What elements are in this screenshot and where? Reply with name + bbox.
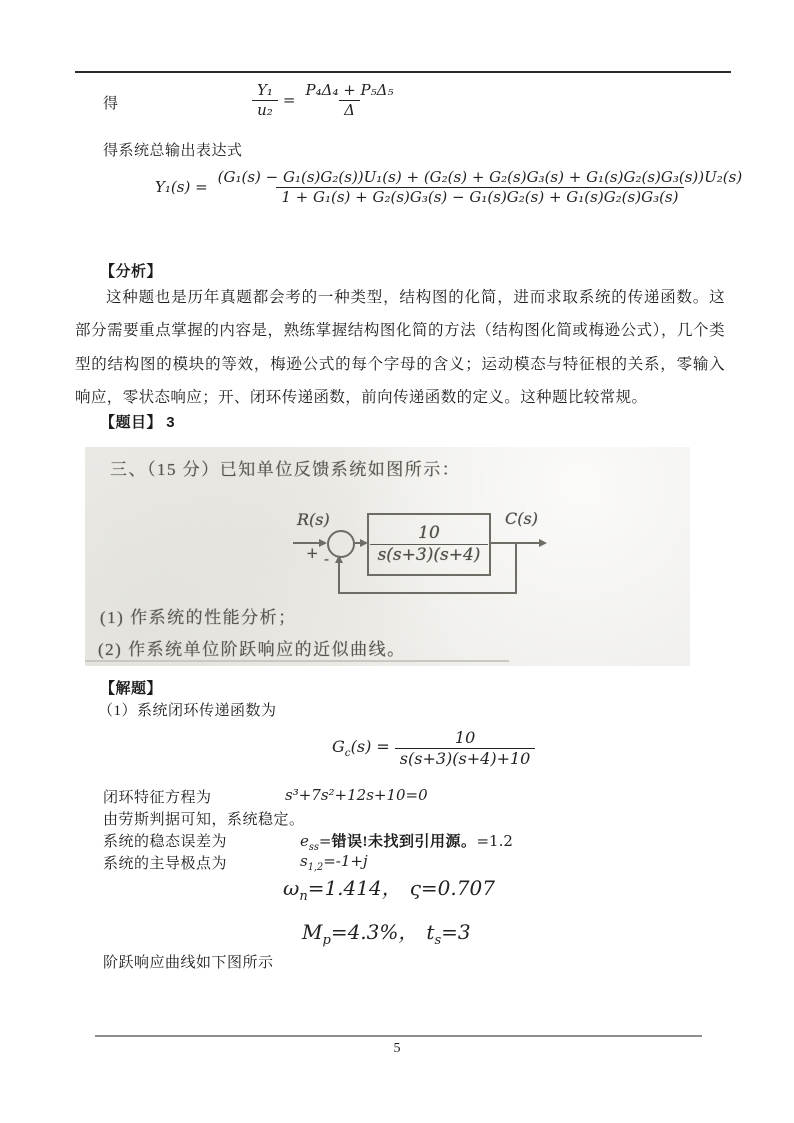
formula-denominator: 1 + G₁(s) + G₂(s)G₃(s) − G₁(s)G₂(s) + G₁(s)G₂(s)G₃(s): [276, 187, 683, 207]
omega-zeta-line: $\omega_n=1.414$， ς=0.707: [283, 876, 495, 904]
ess-equals: =: [318, 832, 332, 850]
feedback-arrowhead-icon: [335, 555, 343, 563]
block-denominator: s(s+3)(s+4): [370, 544, 489, 566]
poles-label: 系统的主导极点为: [103, 856, 228, 872]
footer-rule: [95, 1035, 702, 1037]
solution-heading: 【解题】: [100, 681, 163, 697]
feedback-tap-line: [515, 542, 517, 594]
input-arrowhead-icon: [319, 539, 327, 547]
ess-subscript: ss: [308, 842, 319, 853]
input-signal-label: R(s): [297, 510, 330, 529]
topic-number: 3: [166, 414, 176, 431]
problem-item-1: (1) 作系统的性能分析；: [100, 608, 297, 627]
ess-error-text: 错误!未找到引用源。: [331, 834, 477, 850]
problem-item-2: (2) 作系统单位阶跃响应的近似曲线。: [98, 640, 406, 659]
de-label: 得: [103, 96, 119, 112]
formula-rhs-denominator: Δ: [339, 100, 360, 120]
problem-title: 三、（15 分）已知单位反馈系统如图所示：: [110, 460, 461, 479]
poles-subscript: 1,2: [307, 862, 324, 873]
output-arrowhead-icon: [539, 539, 547, 547]
closed-loop-formula: [332, 728, 535, 769]
formula-lhs-denominator: u₂: [252, 100, 278, 120]
block-numerator: 10: [418, 522, 440, 543]
formula-y1-u2: [252, 81, 399, 120]
zeta-value: =0.707: [420, 876, 495, 900]
gc-fraction: [395, 728, 536, 769]
poles-value: $s_{1,2}=-1+j$: [300, 852, 368, 873]
summing-junction: [327, 530, 355, 558]
topic-heading-row: [100, 411, 175, 432]
transfer-function-block: [367, 513, 491, 576]
poles-rest: =-1+j: [323, 852, 368, 870]
problem-scan-image: [85, 447, 690, 666]
mp-subscript: p: [322, 933, 331, 948]
formula-rhs-numerator: P₄Δ₄ + P₅Δ₅: [305, 81, 394, 99]
fraction-rhs: [301, 81, 399, 120]
zeta-symbol: ς: [409, 876, 421, 900]
analysis-heading: 【分析】: [100, 264, 163, 280]
step-response-line: 阶跃响应曲线如下图所示: [103, 955, 274, 971]
output-expression-label: 得系统总输出表达式: [103, 143, 243, 159]
char-eq-label: 闭环特征方程为: [103, 790, 212, 806]
ess-symbol: $e_{ss}$: [300, 832, 319, 853]
formula-lhs-numerator: Y₁: [257, 81, 273, 99]
ts-value: =3: [441, 920, 471, 944]
solution-step1-label: （1）系统闭环传递函数为: [98, 703, 277, 719]
ess-label: 系统的稳态误差为: [103, 834, 228, 850]
char-eq-value: s³+7s²+12s+10=0: [285, 786, 428, 804]
routh-line: 由劳斯判据可知，系统稳定。: [103, 812, 305, 828]
gc-numerator: 10: [454, 728, 476, 747]
gc-denominator: s(s+3)(s+4)+10: [395, 748, 536, 769]
header-rule: [75, 71, 731, 73]
ts-subscript: s: [434, 933, 442, 948]
transfer-function-fraction: [370, 523, 489, 567]
analysis-paragraph: 这种题也是历年真题都会考的一种类型，结构图的化简，进而求取系统的传递函数。这部分需要重点掌握的内容是，熟练掌握结构图化简的方法（结构图化简或梅逊公式），几个类型的结构图的模块的等效，梅逊公式的每个字母的含义；运动模态与特征根的关系，零输入响应，零状态响应；开、闭环传递函数，前向传递函数的定义。这种题比较常规。: [75, 289, 725, 407]
ess-value: [300, 830, 513, 853]
mp-ts-line: $M_p=4.3\%$， $t_s=3$: [302, 920, 471, 948]
gc-rest: (s) =: [350, 737, 390, 757]
gc-subscript: c: [344, 747, 351, 760]
ts-symbol: t: [426, 920, 435, 944]
formula-lhs: Y₁(s) =: [155, 178, 208, 197]
output-signal-label: C(s): [505, 509, 538, 528]
omega-value: =1.414，: [307, 876, 402, 900]
minus-sign: -: [324, 550, 330, 568]
formula-total-output: [155, 168, 747, 207]
omega-subscript: n: [299, 889, 308, 904]
feedback-bottom-line: [338, 592, 517, 594]
page-number: 5: [393, 1041, 401, 1056]
plus-sign: +: [306, 544, 319, 562]
scan-bottom-edge: [85, 660, 509, 662]
formula-numerator: (G₁(s) − G₁(s)G₂(s))U₁(s) + (G₂(s) + G₂(s)G₃(s) + G₁(s)G₂(s)G₃(s))U₂(s): [217, 168, 743, 186]
ess-result: =1.2: [476, 832, 513, 850]
fraction-lhs: [252, 81, 278, 120]
gc-symbol: $G_c(s)$ =: [332, 737, 390, 760]
topic-heading: 【题目】: [100, 415, 163, 431]
fraction-main: [213, 168, 748, 207]
feedback-up-line: [338, 562, 340, 594]
equals-sign: =: [282, 91, 296, 110]
mp-value: =4.3%，: [330, 920, 419, 944]
